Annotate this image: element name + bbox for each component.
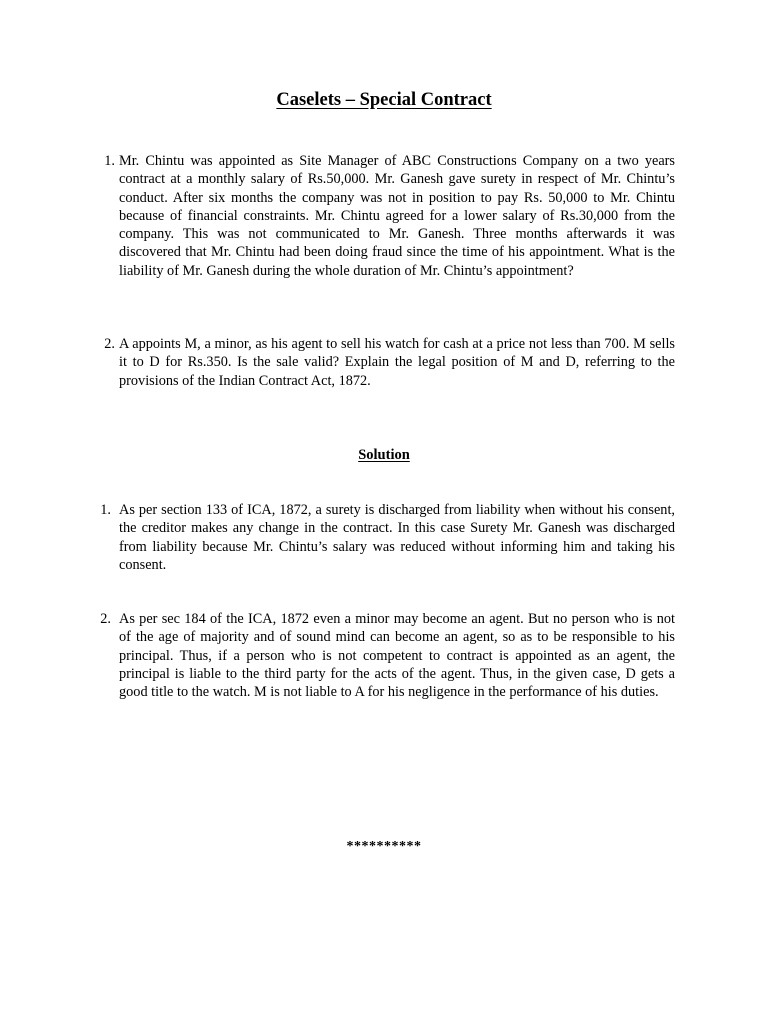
question-1-text: Mr. Chintu was appointed as Site Manager of ABC Constructions Company on a two years contract at a monthly salary of Rs.50,000. Mr. Ganesh gave surety in respect of Mr. Chintu’s conduct. After six months the company was not in position to pay Rs. 50,000 to Mr. Chintu because of financial constraints. Mr. Chintu agreed for a lower salary of Rs.30,000 from the company. This was not communicated to Mr. Ganesh. Three months afterwards it was discovered that Mr. Chintu had been doing fraud since the time of his appointment. What is the liability of Mr. Ganesh during the whole duration of Mr. Chintu’s appointment? [119, 153, 675, 279]
question-1 [104, 152, 675, 280]
solution-2 [100, 610, 675, 701]
solution-heading: Solution [358, 447, 410, 463]
question-2-number: 2. [104, 336, 115, 352]
document-title: Caselets – Special Contract [276, 90, 492, 110]
question-1-number: 1. [104, 153, 115, 169]
solution-2-number: 2. [100, 611, 111, 627]
question-2 [104, 335, 675, 390]
solution-1-number: 1. [100, 502, 111, 518]
solution-1 [100, 501, 675, 574]
solution-1-text: As per section 133 of ICA, 1872, a surety is discharged from liability when without his consent, the creditor makes any change in the contract. In this case Surety Mr. Ganesh was discharged from liability because Mr. Chintu’s salary was reduced without informing him and taking his consent. [119, 502, 675, 573]
question-2-text: A appoints M, a minor, as his agent to sell his watch for cash at a price not less than 700. M sells it to D for Rs.350. Is the sale valid? Explain the legal position of M and D, referring to the provisions of the Indian Contract Act, 1872. [119, 336, 675, 389]
solution-2-text: As per sec 184 of the ICA, 1872 even a minor may become an agent. But no person who is not of the age of majority and of sound mind can become an agent, so as to be responsible to his principal. Thus, if a person who is not competent to contract is appointed as an agent, the principal is liable to the third party for the acts of the agent. Thus, in the given case, D gets a good title to the watch. M is not liable to A for his negligence in the performance of his duties. [119, 611, 675, 701]
end-marker: ********** [346, 839, 422, 854]
